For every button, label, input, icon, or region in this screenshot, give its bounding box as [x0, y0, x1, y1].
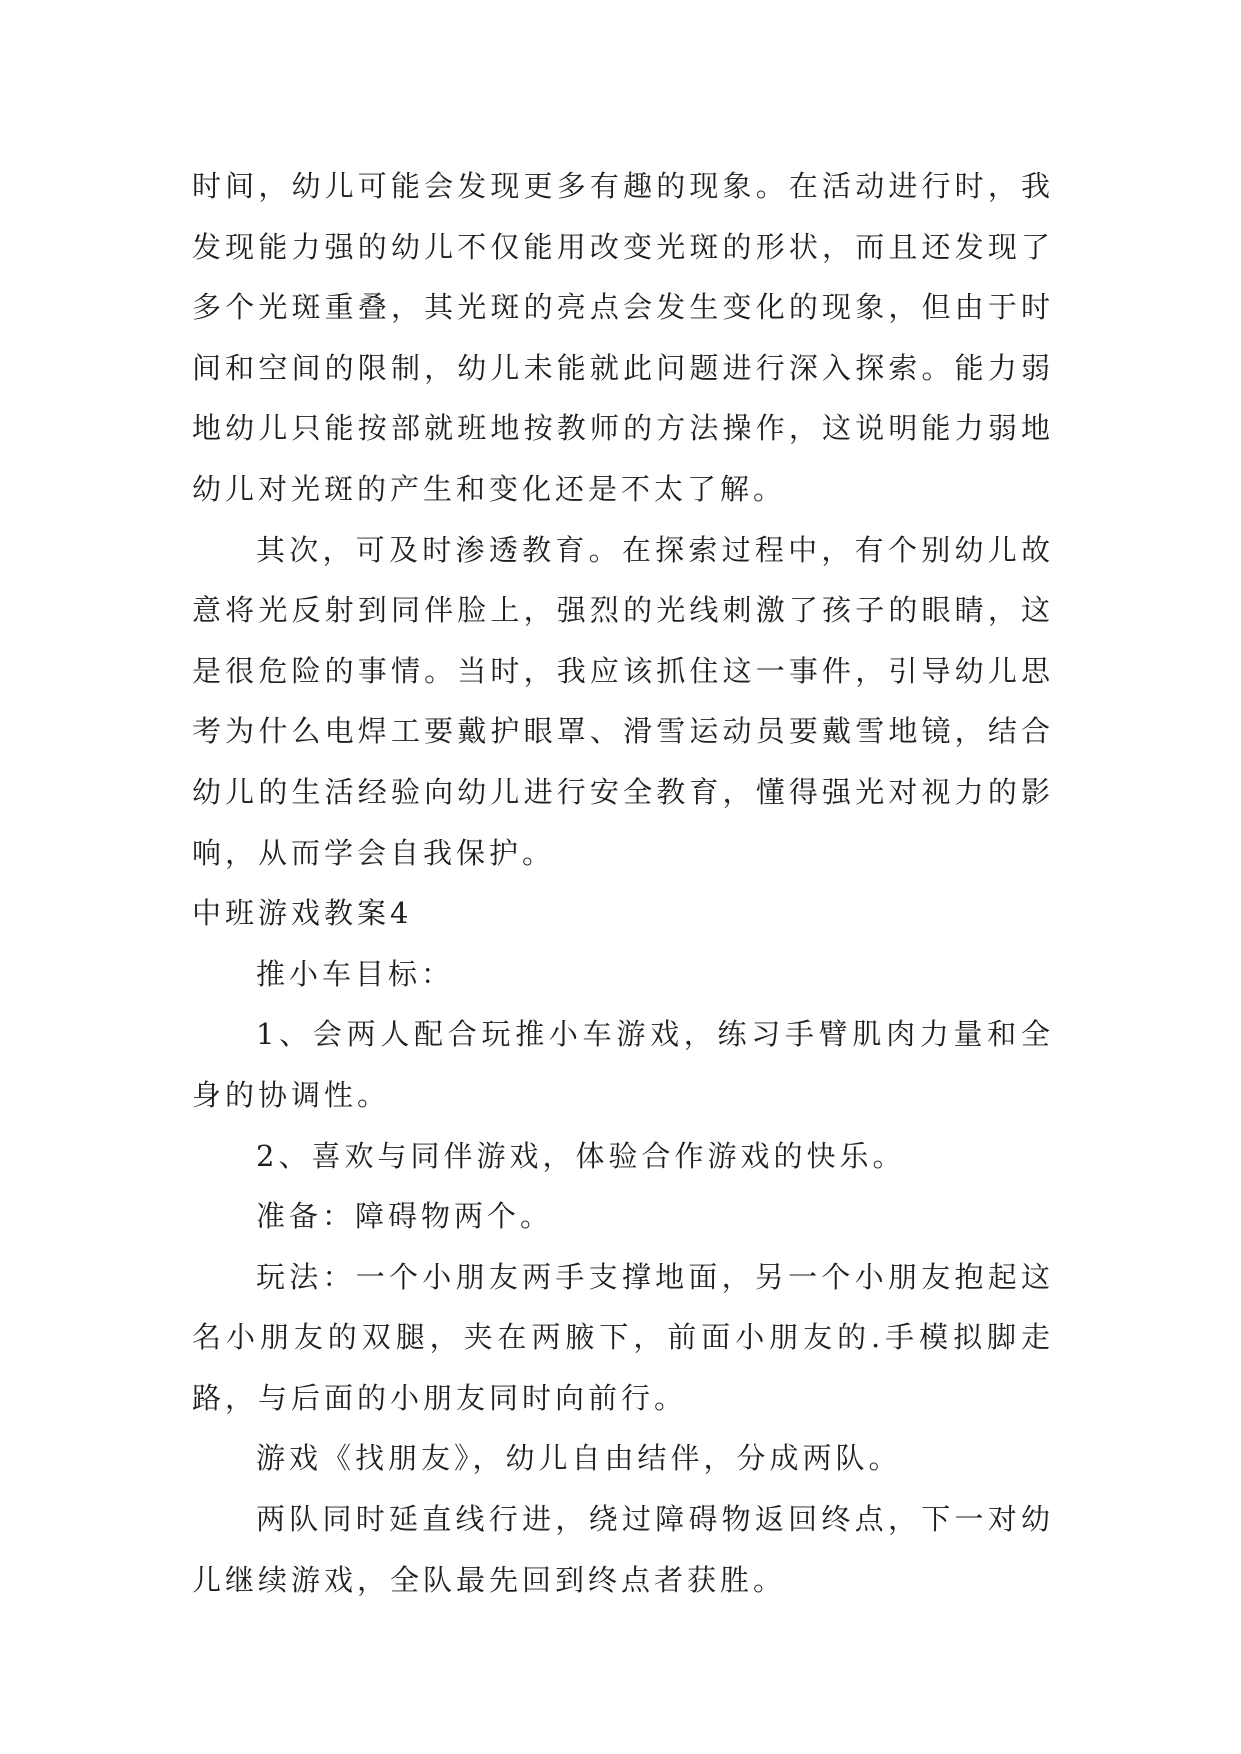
- section-paragraph-4: 准备：障碍物两个。: [256, 1199, 554, 1234]
- section-paragraph-1: 推小车目标：: [256, 956, 455, 991]
- section-paragraph-2: 1、会两人配合玩推小车游戏，练习手臂肌肉力量和全身的协调性。: [192, 1017, 1054, 1112]
- section-paragraph-7: 两队同时延直线行进，绕过障碍物返回终点，下一对幼儿继续游戏，全队最先回到终点者获胜。: [192, 1502, 1054, 1597]
- section-paragraph-6: 游戏《找朋友》，幼儿自由结伴，分成两队。: [256, 1441, 902, 1476]
- section-heading: 中班游戏教案4: [192, 896, 413, 931]
- paragraph-2: 其次，可及时渗透教育。在探索过程中，有个别幼儿故意将光反射到同伴脸上，强烈的光线刺激了孩子的眼睛，这是很危险的事情。当时，我应该抓住这一事件，引导幼儿思考为什么电焊工要戴护眼罩、滑雪运动员要戴雪地镜，结合幼儿的生活经验向幼儿进行安全教育，懂得强光对视力的影响，从而学会自我保护。: [192, 532, 1054, 870]
- document-body: [192, 156, 1054, 1610]
- section-paragraph-3: 2、喜欢与同伴游戏，体验合作游戏的快乐。: [256, 1138, 906, 1173]
- section-paragraph-5: 玩法：一个小朋友两手支撑地面，另一个小朋友抱起这名小朋友的双腿，夹在两腋下，前面小朋友的.手模拟脚走路，与后面的小朋友同时向前行。: [192, 1259, 1054, 1415]
- paragraph-1: 时间，幼儿可能会发现更多有趣的现象。在活动进行时，我发现能力强的幼儿不仅能用改变光斑的形状，而且还发现了多个光斑重叠，其光斑的亮点会发生变化的现象，但由于时间和空间的限制，幼儿未能就此问题进行深入探索。能力弱地幼儿只能按部就班地按教师的方法操作，这说明能力弱地幼儿对光斑的产生和变化还是不太了解。: [192, 169, 1054, 506]
